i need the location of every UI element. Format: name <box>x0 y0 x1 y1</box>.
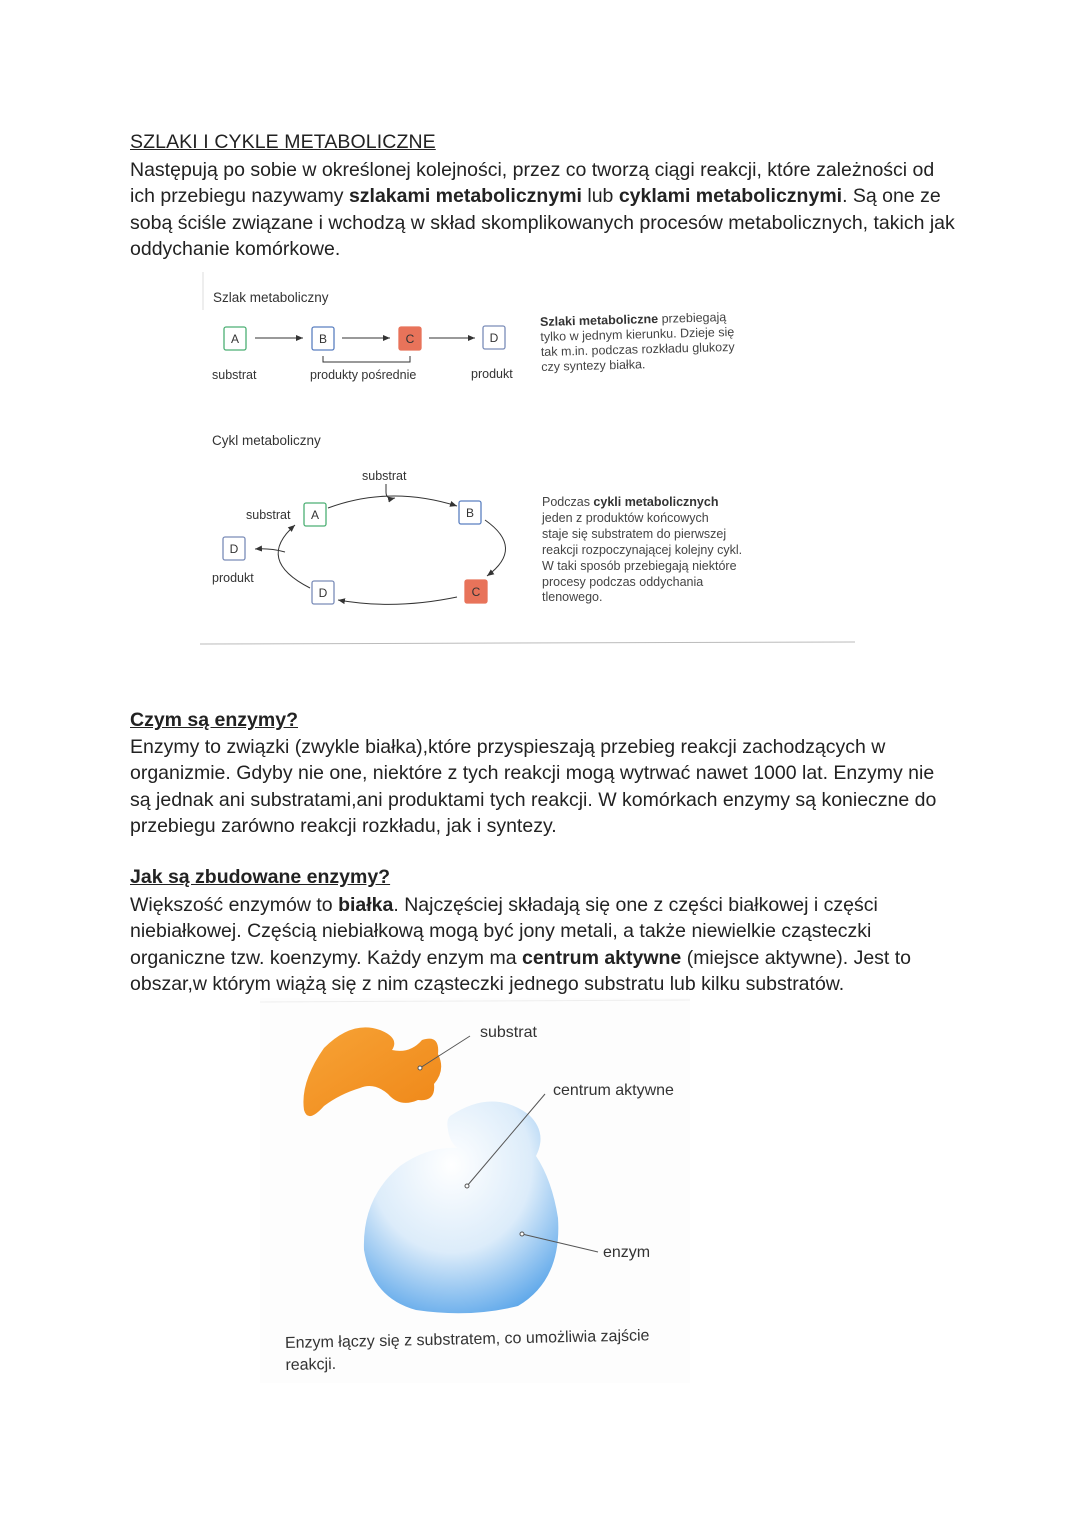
pathway-box-d-label: D <box>489 331 499 345</box>
cycle-box-d-product-label: D <box>229 542 239 556</box>
cycle-note-line-4: procesy podczas oddychania <box>542 575 704 589</box>
cycle-note-line-2: reakcji rozpoczynającej kolejny cykl. <box>542 543 743 557</box>
cycle-arrow-b-c <box>485 520 506 576</box>
cycle-box-a-label: A <box>310 508 320 522</box>
pathway-note-line-1: tylko w jednym kierunku. Dzieje się <box>540 324 735 344</box>
pathway-box-d <box>483 326 505 349</box>
pathway-note <box>540 310 736 374</box>
intermediates-bracket <box>323 356 410 362</box>
pathways-text-2: lub <box>581 185 619 208</box>
structure-bold-1: białka <box>338 894 394 916</box>
enzymes-paragraph: Enzymy to związki (zwykle białka),które przyspieszają przebieg reakcji zachodzących w organizmie. Gdyby nie one, niektóre z tych reakcji mogą wytrwać nawet 1000 lat. Enzymy nie są jednak ani substratami,ani produktami tych reakcji. W komórkach enzymy są konieczne do przebiegu zarówno reakcji rozkładu, jak i syntezy. <box>130 736 937 838</box>
structure-bold-2: centrum aktywne <box>521 946 682 969</box>
cycle-note-line-0: jeden z produktów końcowych <box>542 511 709 525</box>
pathway-label-product: produkt <box>471 367 513 381</box>
section-heading-enzyme-structure: Jak są zbudowane enzymy? <box>130 866 391 888</box>
enzyme-fig-label-substrat: substrat <box>480 1024 537 1041</box>
cycle-box-d-bottom-label: D <box>318 586 328 600</box>
pathways-text-1: Następują po sobie w określonej kolejności, przez co tworzą ciągi reakcji, które zależności od ich przebiegu nazywamy <box>130 159 935 208</box>
cycle-title: Cykl metaboliczny <box>212 433 321 448</box>
enzyme-structure-paragraph <box>130 892 960 998</box>
enzyme-fig-label-active-site: centrum aktywne <box>553 1082 674 1099</box>
pathway-box-b-label: B <box>318 332 328 346</box>
pathway-note-line-2: tak m.in. podczas rozkładu glukozy <box>540 339 735 359</box>
cycle-note <box>541 495 742 604</box>
cycle-box-b <box>459 501 481 524</box>
pathways-bold-1: szlakami metabolicznymi <box>348 185 582 208</box>
pathways-text-3: . Są one ze sobą ściśle związane i wchodzą w skład skomplikowanych procesów metabolicznych, takich jak oddychanie komórkowe. <box>130 185 955 261</box>
metabolic-pathways-figure <box>195 270 865 660</box>
cycle-box-d-bottom <box>312 581 334 604</box>
structure-text-2: . Najczęściej składają się one z części białkowej i części niebiałkowej. Częścią niebiałkową mogą być jony metali, a także niewielkie cząsteczki organiczne tzw. koenzymy. Każdy enzym ma <box>130 894 878 969</box>
cycle-note-pre: Podczas <box>542 495 594 509</box>
cycle-arrow-c-d <box>338 597 457 604</box>
section-heading-pathways: SZLAKI I CYKLE METABOLICZNE <box>130 131 436 153</box>
pathway-note-line-3: czy syntezy białka. <box>541 357 646 374</box>
section-heading-enzymes: Czym są enzymy? <box>130 709 298 731</box>
structure-text-3: (miejsce aktywne). Jest to obszar,w którym wiążą się z nim cząsteczki jednego substratu lub kilku substratów. <box>130 946 912 996</box>
enzyme-fig-label-enzyme: enzym <box>603 1244 651 1261</box>
cycle-label-product: produkt <box>212 571 254 585</box>
pathway-note-line-0: przebiegają <box>657 310 727 326</box>
svg-text:Podczas cykli metabolicznych <box>542 495 718 509</box>
cycle-label-substrat-top: substrat <box>362 469 407 483</box>
pathways-paragraph <box>130 157 960 263</box>
cycle-note-bold: cykli metabolicznych <box>593 495 719 509</box>
cycle-box-a <box>304 503 326 526</box>
cycle-label-substrat-left: substrat <box>246 508 291 522</box>
pathway-box-a-label: A <box>230 332 240 346</box>
structure-text-1: Większość enzymów to <box>130 894 339 916</box>
enzyme-caption-line-1: Enzym łączy się z substratem, co umożliwia zajście <box>284 1327 650 1352</box>
pathway-title: Szlak metaboliczny <box>213 290 329 305</box>
cycle-box-c <box>465 580 487 603</box>
cycle-note-line-5: tlenowego. <box>542 590 603 604</box>
cycle-box-c-label: C <box>471 585 481 599</box>
enzyme-caption-line-2: reakcji. <box>285 1355 337 1374</box>
cycle-box-d-product <box>223 537 245 560</box>
pathway-label-intermediates: produkty pośrednie <box>310 368 417 382</box>
pathway-box-a <box>224 327 246 350</box>
figure-bottom-rule <box>200 642 855 644</box>
pathway-box-c-label: C <box>405 332 415 346</box>
cycle-note-line-3: W taki sposób przebiegają niektóre <box>542 559 737 573</box>
pathway-box-b <box>312 327 334 350</box>
pathway-box-c <box>399 327 421 350</box>
pathway-note-bold: Szlaki metaboliczne <box>539 311 659 329</box>
enzyme-figure <box>260 998 690 1383</box>
pathway-label-substrat: substrat <box>212 368 257 382</box>
cycle-box-b-label: B <box>465 506 475 520</box>
cycle-note-line-1: staje się substratem do pierwszej <box>542 527 727 541</box>
cycle-arrow-product-out <box>255 549 285 552</box>
cycle-arrow-d-a <box>278 525 310 588</box>
cycle-arrow-a-b <box>328 496 457 508</box>
pathways-bold-2: cyklami metabolicznymi <box>618 185 843 208</box>
